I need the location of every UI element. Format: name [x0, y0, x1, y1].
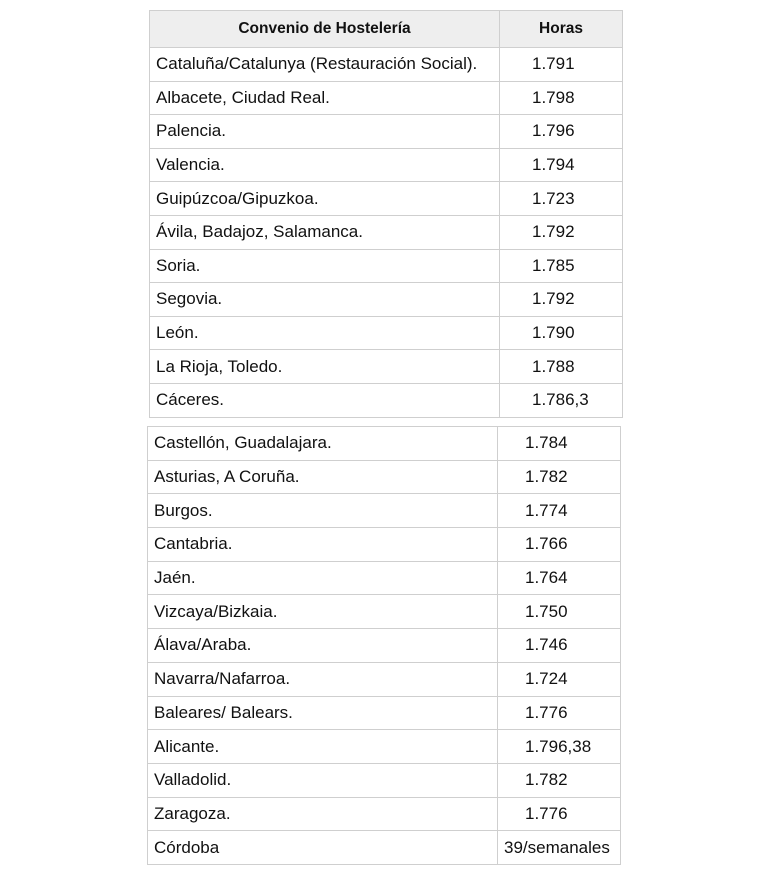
convenio-cell: Baleares/ Balears. — [148, 696, 498, 730]
horas-cell: 39/semanales — [498, 831, 621, 865]
hours-table-part-2 — [147, 426, 621, 865]
convenio-cell: Castellón, Guadalajara. — [148, 427, 498, 461]
table-row — [150, 81, 623, 115]
horas-cell: 1.796,38 — [498, 730, 621, 764]
convenio-cell: Álava/Araba. — [148, 629, 498, 663]
table-row — [150, 48, 623, 82]
table-row — [148, 561, 621, 595]
convenio-cell: Albacete, Ciudad Real. — [150, 81, 500, 115]
horas-cell: 1.750 — [498, 595, 621, 629]
convenio-cell: Guipúzcoa/Gipuzkoa. — [150, 182, 500, 216]
horas-cell: 1.790 — [500, 316, 623, 350]
table-row — [150, 350, 623, 384]
table-row — [148, 494, 621, 528]
horas-cell: 1.746 — [498, 629, 621, 663]
table-row — [150, 249, 623, 283]
convenio-cell: Asturias, A Coruña. — [148, 460, 498, 494]
table-row — [148, 595, 621, 629]
horas-cell: 1.782 — [498, 460, 621, 494]
horas-cell: 1.786,3 — [500, 383, 623, 417]
horas-cell: 1.798 — [500, 81, 623, 115]
table-row — [150, 148, 623, 182]
convenio-cell: Navarra/Nafarroa. — [148, 662, 498, 696]
convenio-cell: Cataluña/Catalunya (Restauración Social). — [150, 48, 500, 82]
hours-table-part-1 — [149, 10, 623, 418]
table-row — [150, 283, 623, 317]
convenio-cell: Jaén. — [148, 561, 498, 595]
table-row — [148, 730, 621, 764]
convenio-cell: Córdoba — [148, 831, 498, 865]
convenio-cell: Ávila, Badajoz, Salamanca. — [150, 215, 500, 249]
horas-cell: 1.766 — [498, 528, 621, 562]
table-row — [148, 831, 621, 865]
horas-cell: 1.788 — [500, 350, 623, 384]
horas-cell: 1.723 — [500, 182, 623, 216]
convenio-cell: Soria. — [150, 249, 500, 283]
convenio-cell: Segovia. — [150, 283, 500, 317]
header-horas: Horas — [500, 11, 623, 48]
horas-cell: 1.776 — [498, 696, 621, 730]
horas-cell: 1.792 — [500, 215, 623, 249]
table-row — [150, 316, 623, 350]
table-row — [150, 383, 623, 417]
horas-cell: 1.794 — [500, 148, 623, 182]
horas-cell: 1.792 — [500, 283, 623, 317]
convenio-cell: Valladolid. — [148, 763, 498, 797]
horas-cell: 1.724 — [498, 662, 621, 696]
convenio-cell: Burgos. — [148, 494, 498, 528]
convenio-cell: Zaragoza. — [148, 797, 498, 831]
horas-cell: 1.791 — [500, 48, 623, 82]
convenio-cell: Palencia. — [150, 115, 500, 149]
convenio-cell: León. — [150, 316, 500, 350]
horas-cell: 1.776 — [498, 797, 621, 831]
convenio-cell: Cantabria. — [148, 528, 498, 562]
convenio-cell: Alicante. — [148, 730, 498, 764]
table-row — [150, 115, 623, 149]
header-convenio: Convenio de Hostelería — [150, 11, 500, 48]
table-row — [150, 182, 623, 216]
table-row — [148, 629, 621, 663]
table-row — [148, 528, 621, 562]
horas-cell: 1.784 — [498, 427, 621, 461]
table-row — [148, 696, 621, 730]
table-row — [148, 427, 621, 461]
horas-cell: 1.764 — [498, 561, 621, 595]
table-row — [148, 460, 621, 494]
table-row — [148, 797, 621, 831]
convenio-cell: La Rioja, Toledo. — [150, 350, 500, 384]
horas-cell: 1.785 — [500, 249, 623, 283]
table-row — [148, 763, 621, 797]
horas-cell: 1.796 — [500, 115, 623, 149]
table-row — [150, 215, 623, 249]
table-row — [148, 662, 621, 696]
convenio-cell: Cáceres. — [150, 383, 500, 417]
convenio-cell: Vizcaya/Bizkaia. — [148, 595, 498, 629]
horas-cell: 1.782 — [498, 763, 621, 797]
convenio-cell: Valencia. — [150, 148, 500, 182]
table-header-row — [150, 11, 623, 48]
horas-cell: 1.774 — [498, 494, 621, 528]
